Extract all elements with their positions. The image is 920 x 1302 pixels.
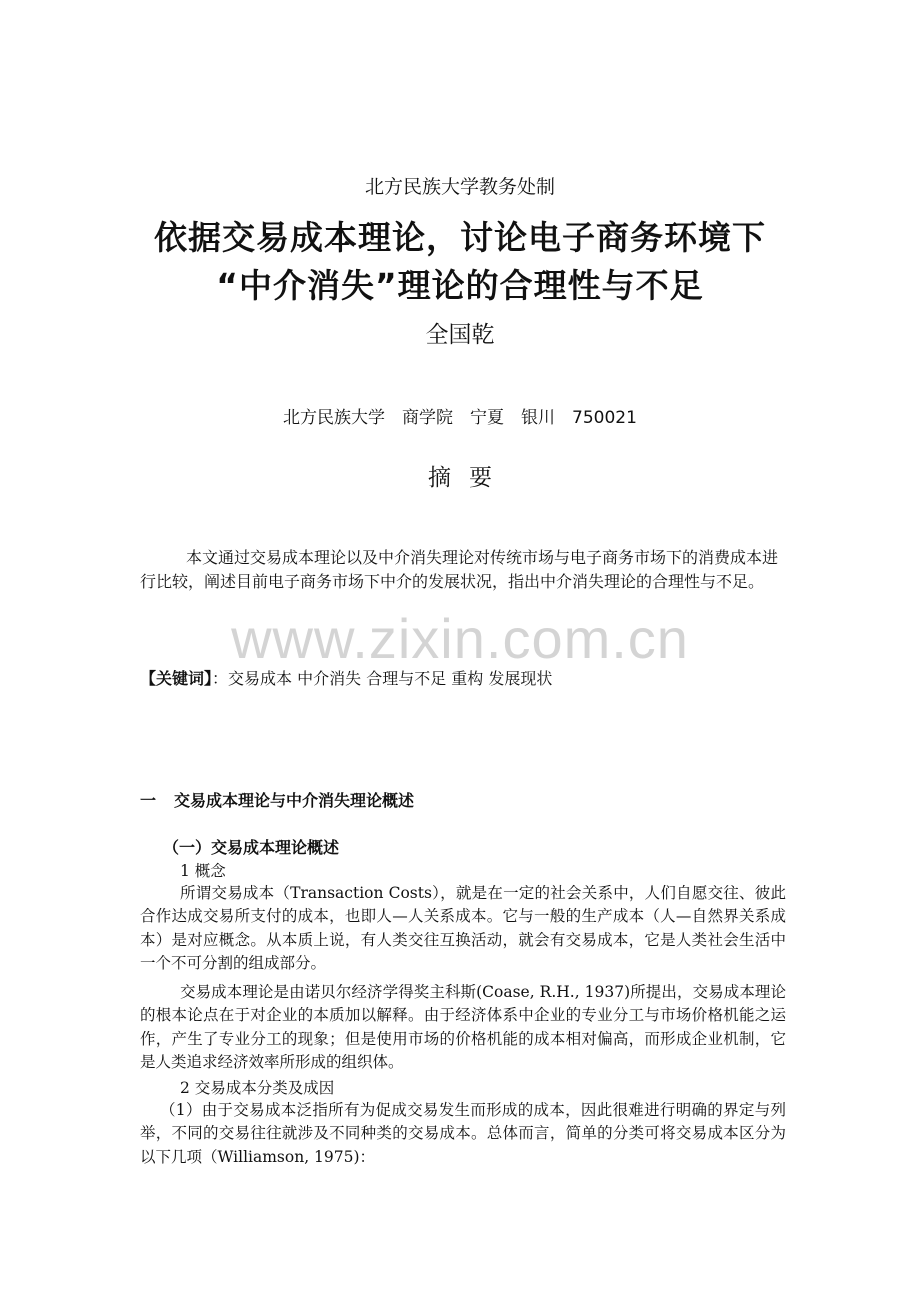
author-name: 全国乾 bbox=[425, 322, 495, 348]
subsection-heading: （一）交易成本理论概述 bbox=[163, 838, 340, 857]
paragraph-text: 所谓交易成本（Transaction Costs），就是在一定的社会关系中，人们自愿交往、彼此合作达成交易所支付的成本，也即人—人关系成本。它与一般的生产成本（人—自然界关系成本）是对应概念。从本质上说，有人类交往互换活动，就会有交易成本，它是人类社会生活中一个不可分割的组成部分。 bbox=[140, 884, 786, 973]
concept-label: 1 概念 bbox=[180, 862, 226, 880]
watermark: www.zixin.com.cn bbox=[231, 607, 689, 670]
paragraph-coase-theory bbox=[140, 981, 786, 1075]
section-title: 交易成本理论与中介消失理论概述 bbox=[174, 791, 415, 810]
paragraph-text: 交易成本理论是由诺贝尔经济学得奖主科斯(Coase, R.H., 1937)所提出，交易成本理论的根本论点在于对企业的本质加以解释。由于经济体系中企业的专业分工与市场价格机能之运作，产生了专业分工的现象；但是使用市场的价格机能的成本相对偏高，而形成企业机制，它是人类追求经济效率所形成的组织体。 bbox=[140, 983, 786, 1072]
abstract-text: 本文通过交易成本理论以及中介消失理论对传统市场与电子商务市场下的消费成本进行比较，阐述目前电子商务市场下中介的发展状况，指出中介消失理论的合理性与不足。 bbox=[140, 548, 779, 591]
keywords-text: ：交易成本 中介消失 合理与不足 重构 发展现状 bbox=[212, 669, 553, 688]
paragraph-classification bbox=[140, 1099, 786, 1169]
paragraph-transaction-cost-definition bbox=[140, 882, 786, 976]
section-number: 一 bbox=[140, 791, 157, 810]
category-label: 2 交易成本分类及成因 bbox=[180, 1079, 335, 1097]
section-heading bbox=[140, 788, 414, 811]
institution-header: 北方民族大学教务处制 bbox=[364, 176, 555, 198]
title-line-1: 依据交易成本理论，讨论电子商务环境下 bbox=[154, 218, 766, 257]
title-line-2: “中介消失”理论的合理性与不足 bbox=[216, 266, 704, 305]
abstract-heading: 摘要 bbox=[428, 465, 510, 491]
keywords bbox=[140, 666, 552, 689]
affiliation: 北方民族大学 商学院 宁夏 银川 750021 bbox=[283, 408, 637, 428]
paragraph-text: （1）由于交易成本泛指所有为促成交易发生而形成的成本，因此很难进行明确的界定与列举，不同的交易往往就涉及不同种类的交易成本。总体而言，简单的分类可将交易成本区分为以下几项（Williamson, 1975)： bbox=[140, 1101, 786, 1166]
keywords-label: 【关键词】 bbox=[140, 669, 213, 688]
